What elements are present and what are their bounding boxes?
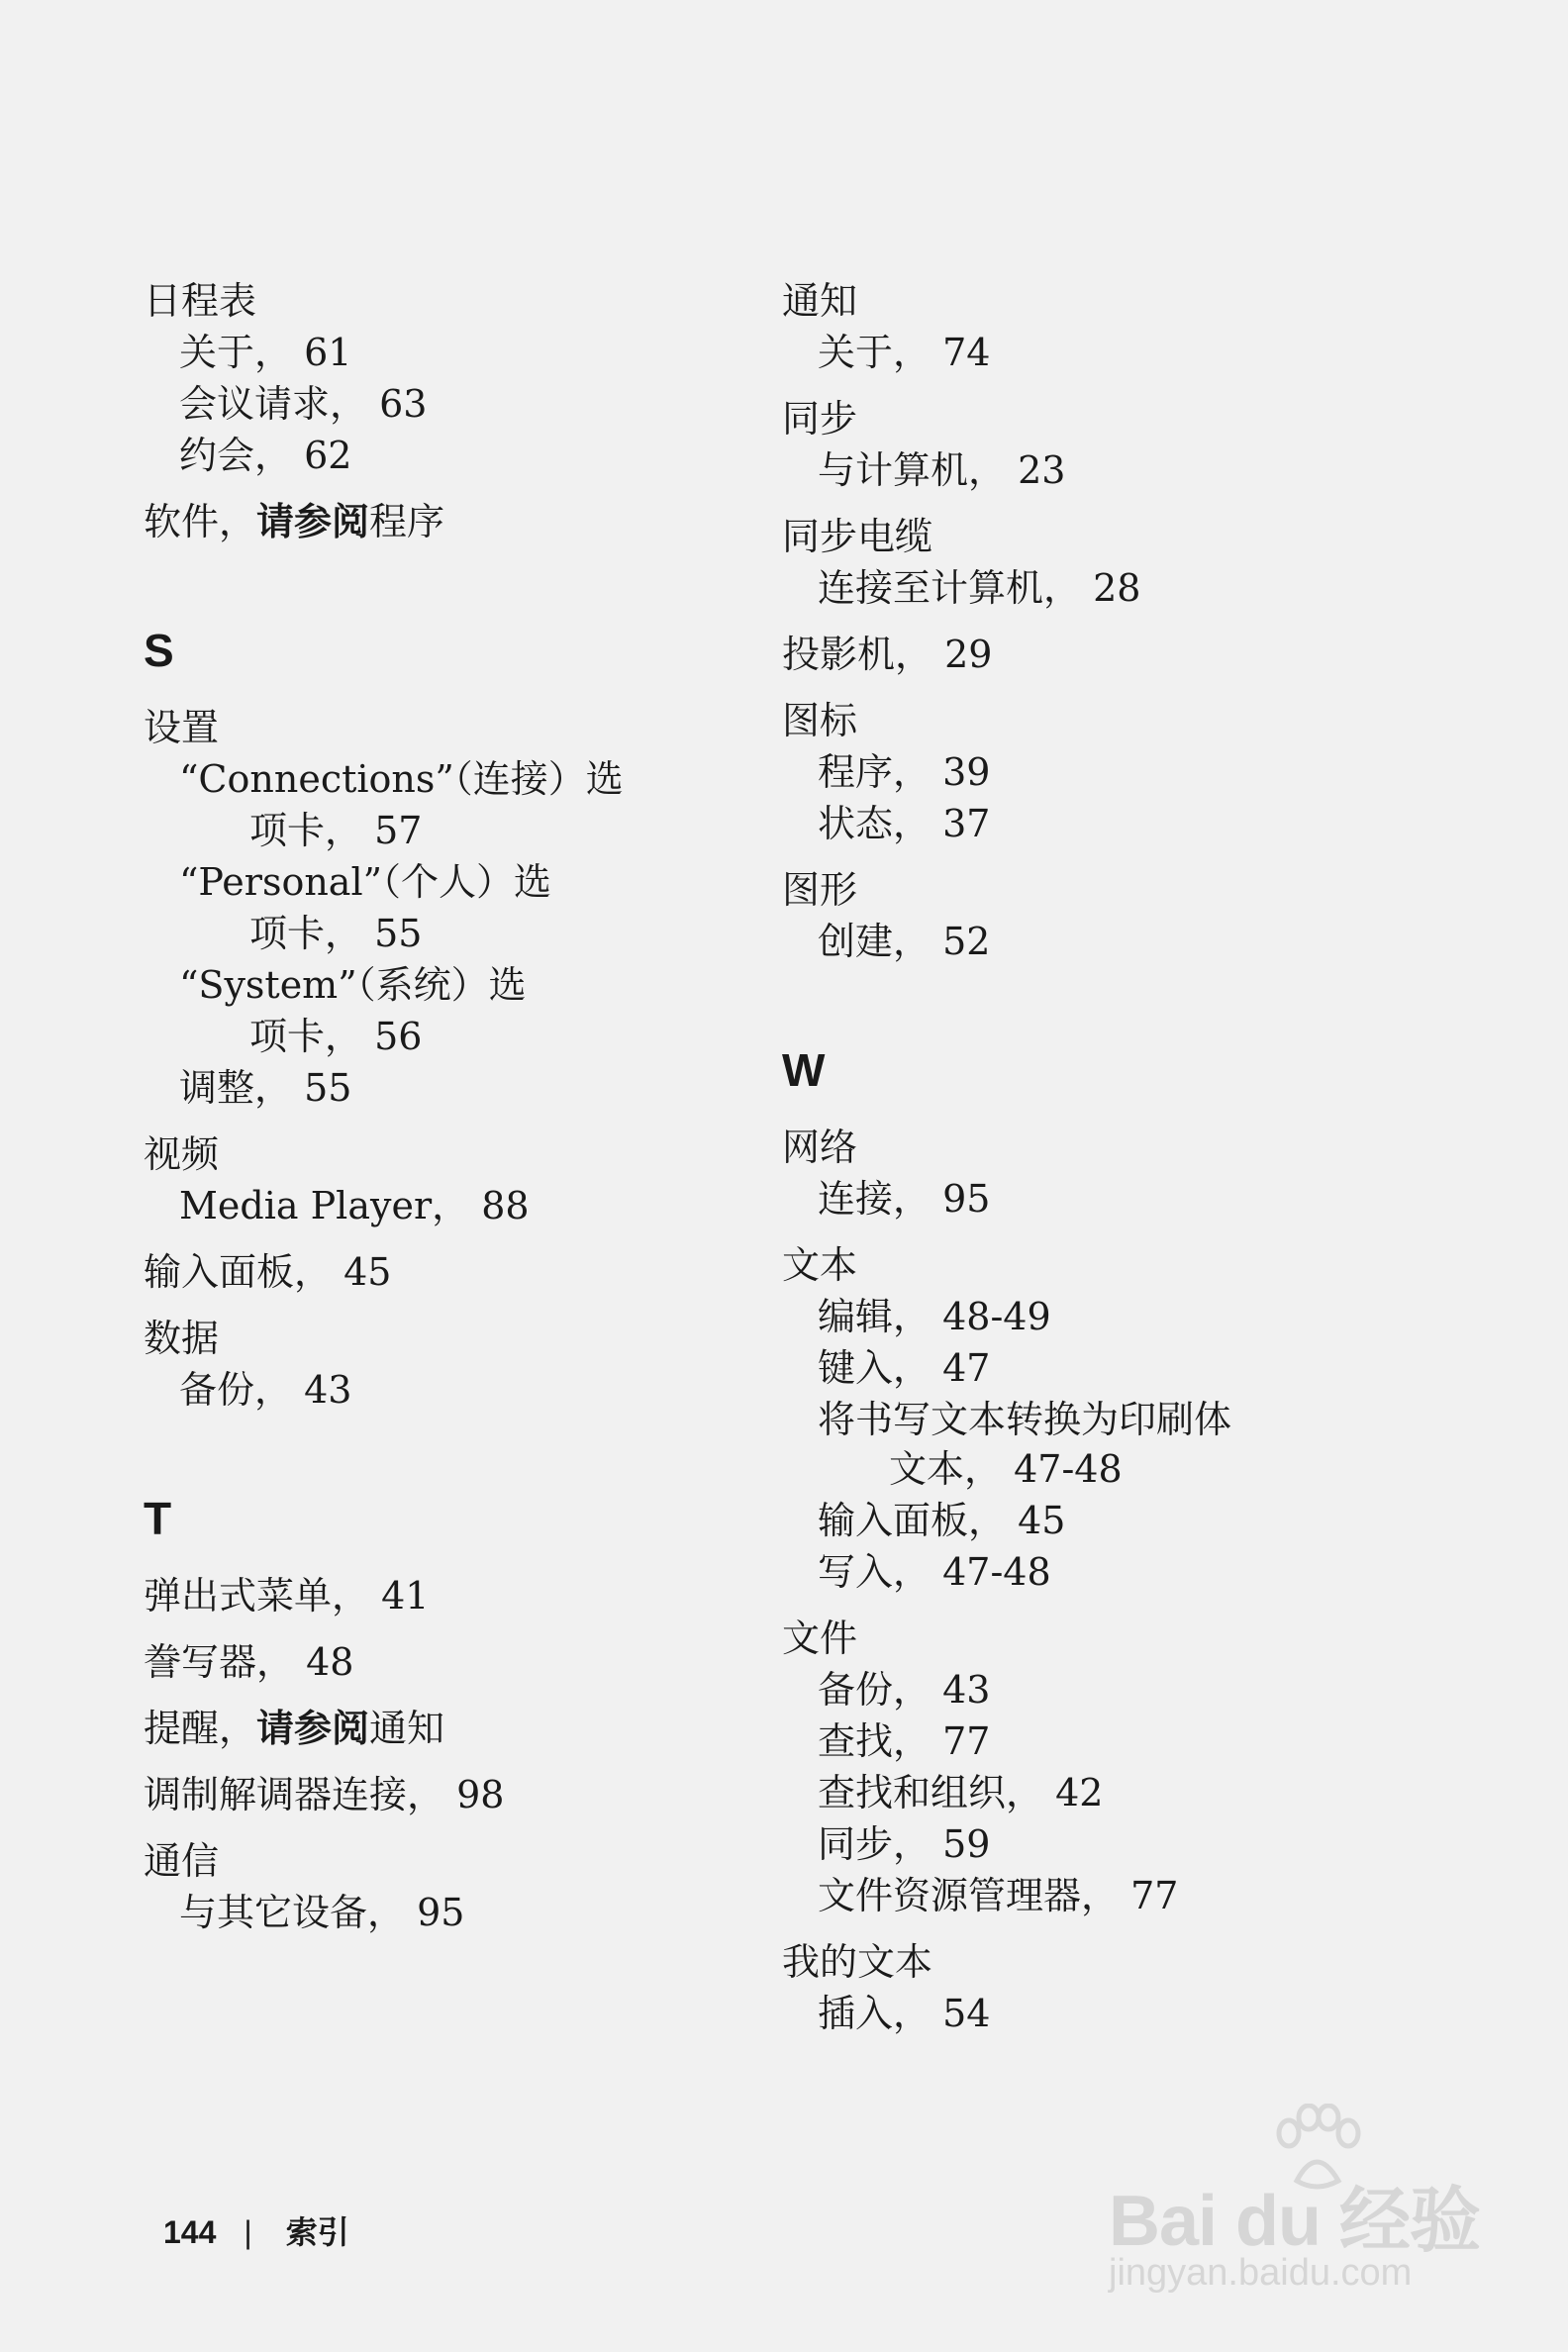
index-subentry: 查找和组织， 42 [818, 1771, 1104, 1814]
page-footer [163, 2207, 349, 2253]
index-heading: 设置 [144, 706, 220, 749]
index-entry [144, 702, 678, 1114]
index-heading: 通知 [782, 279, 858, 323]
index-entry: 誊写器， 48 [144, 1640, 354, 1684]
index-entry: 投影机， 29 [782, 633, 993, 676]
index-entry [144, 496, 678, 547]
index-entry [782, 393, 1416, 496]
index-subentry: 程序， 39 [818, 750, 991, 794]
index-heading: 我的文本 [782, 1940, 933, 1984]
index-entry [782, 1122, 1416, 1225]
index-entry: 提醒，请参阅通知 [144, 1706, 445, 1750]
section-letter-t: T [144, 1493, 172, 1544]
index-subentry-continued: 项卡， 55 [249, 912, 423, 955]
index-entry [782, 1239, 1416, 1598]
index-subentry: 备份， 43 [818, 1668, 991, 1712]
index-subentry: 键入， 47 [818, 1346, 991, 1390]
index-subentry: 调整， 55 [179, 1066, 352, 1110]
index-entry [782, 1613, 1416, 1921]
index-subentry: “System”（系统）选 [179, 963, 527, 1007]
index-heading: 数据 [144, 1317, 220, 1360]
index-subentry: 写入， 47-48 [818, 1550, 1051, 1594]
index-subentry: 与其它设备， 95 [179, 1891, 465, 1934]
index-subentry: 文件资源管理器， 77 [818, 1874, 1179, 1917]
page-number: 144 [163, 2214, 217, 2250]
index-entry [144, 1128, 678, 1231]
index-heading: 通信 [144, 1839, 220, 1883]
index-subentry-continued: 文本， 47-48 [889, 1447, 1123, 1491]
watermark [1109, 2104, 1485, 2302]
index-heading: 图标 [782, 699, 858, 742]
index-subentry: 与计算机， 23 [818, 448, 1066, 492]
watermark-brand: Bai du 经验 [1109, 2182, 1481, 2261]
index-subentry: 约会， 62 [179, 434, 352, 477]
index-entry: 弹出式菜单， 41 [144, 1574, 430, 1617]
index-subentry: 创建， 52 [818, 920, 991, 963]
see-target: 通知 [369, 1707, 445, 1750]
index-subentry: 状态， 37 [818, 802, 991, 845]
index-entry: 调制解调器连接， 98 [144, 1773, 505, 1816]
index-entry [144, 275, 678, 481]
index-entry [782, 1936, 1416, 2039]
index-subentry: 备份， 43 [179, 1368, 352, 1412]
index-entry [782, 511, 1416, 614]
index-heading: 文本 [782, 1243, 858, 1287]
index-entry [144, 1835, 678, 1938]
index-column-right [782, 275, 1416, 2039]
index-subentry: 关于， 74 [818, 331, 991, 374]
index-subentry: 同步， 59 [818, 1822, 991, 1866]
index-subentry: 查找， 77 [818, 1719, 991, 1763]
index-subentry: “Connections”（连接）选 [179, 757, 624, 801]
watermark-url: jingyan.baidu.com [1109, 2252, 1413, 2294]
index-subentry: 输入面板， 45 [818, 1499, 1066, 1542]
index-column-left [144, 275, 678, 1938]
index-heading: 图形 [782, 868, 858, 912]
index-heading: 日程表 [144, 279, 257, 323]
see-reference: 请参阅 [256, 1706, 370, 1750]
index-subentry: “Personal”（个人）选 [179, 860, 552, 904]
index-heading: 同步 [782, 397, 858, 441]
see-reference: 请参阅 [256, 499, 370, 543]
index-heading: 同步电缆 [782, 515, 933, 558]
section-letter-w: W [782, 1044, 826, 1096]
index-subentry: 插入， 54 [818, 1992, 991, 2035]
index-subentry: 编辑， 48-49 [818, 1295, 1051, 1338]
index-subentry-continued: 项卡， 57 [249, 809, 423, 852]
index-entry [782, 864, 1416, 967]
footer-separator: | [244, 2214, 252, 2250]
index-entry [144, 1313, 678, 1416]
index-entry [782, 275, 1416, 378]
index-heading: 软件， [144, 500, 257, 543]
index-subentry: 会议请求， 63 [179, 382, 428, 426]
index-entry [782, 695, 1416, 849]
footer-title: 索引 [285, 2214, 349, 2250]
index-heading: 视频 [144, 1132, 220, 1176]
see-target: 程序 [369, 500, 445, 543]
index-subentry-continued: 项卡， 56 [249, 1015, 423, 1058]
index-subentry: 连接， 95 [818, 1177, 991, 1221]
section-letter-s: S [144, 625, 174, 676]
index-subentry: 将书写文本转换为印刷体 [818, 1398, 1232, 1441]
index-subentry: 关于， 61 [179, 331, 352, 374]
index-subentry: 连接至计算机， 28 [818, 566, 1141, 610]
index-subentry: Media Player， 88 [179, 1184, 530, 1227]
index-heading: 网络 [782, 1126, 858, 1169]
index-entry: 输入面板， 45 [144, 1250, 392, 1294]
index-heading: 文件 [782, 1617, 858, 1660]
